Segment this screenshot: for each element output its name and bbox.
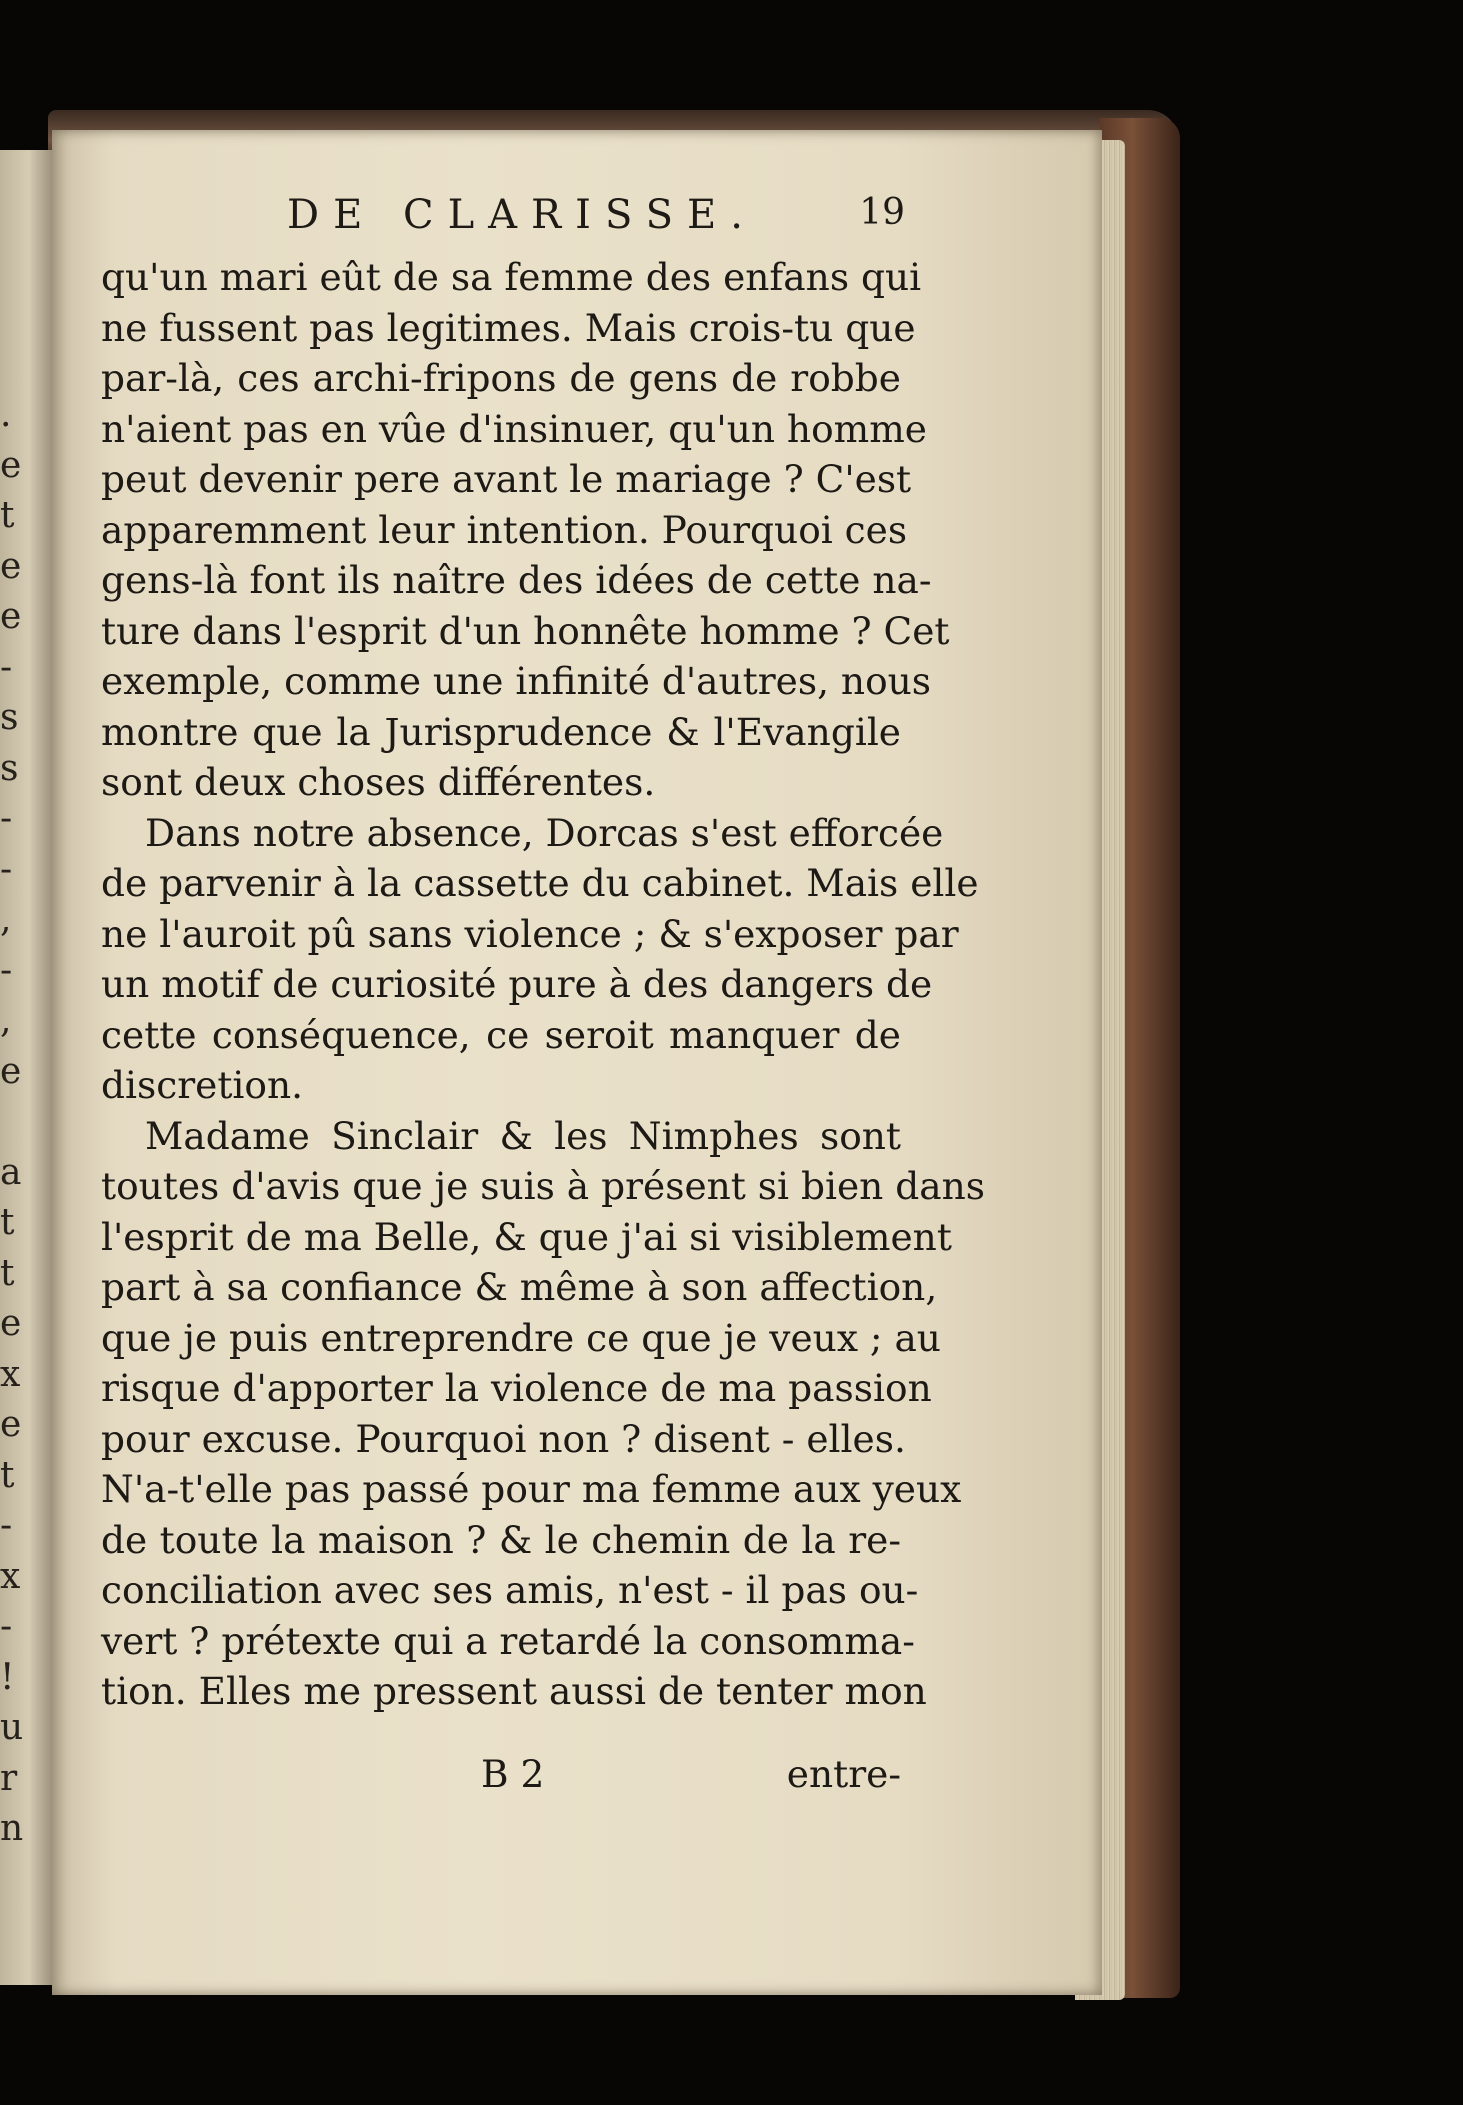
left-page-fragment: t [0, 1202, 15, 1243]
text-line: Madame Sinclair & les Nimphes sont [145, 1113, 901, 1158]
text-line: N'a-t'elle pas passé pour ma femme aux yeux [101, 1467, 962, 1511]
left-page-fragment: x [0, 1353, 21, 1395]
left-page-fragment: , [0, 899, 12, 940]
text-line: risque d'apporter la violence de ma passion [101, 1366, 932, 1410]
left-page-fragment: , [0, 1000, 12, 1041]
page-footer [101, 1752, 901, 1802]
running-head [245, 192, 905, 242]
text-line: ture dans l'esprit d'un honnête homme ? Cet [101, 608, 950, 653]
left-page-edge [0, 150, 54, 1985]
left-page-fragment: e [0, 1050, 22, 1092]
left-page-fragment: e [0, 1303, 22, 1344]
text-line: toutes d'avis que je suis à présent si bien dans [101, 1164, 985, 1208]
body-text [101, 252, 985, 1717]
left-page-fragment: . [0, 394, 12, 435]
signature-mark: B 2 [481, 1752, 545, 1796]
left-page-fragment: e [0, 545, 22, 587]
text-line: conciliation avec ses amis, n'est - il pas ou- [101, 1568, 919, 1612]
text-line: qu'un mari eût de sa femme des enfans qui [101, 255, 922, 299]
text-line: pour excuse. Pourquoi non ? disent - elles. [101, 1416, 906, 1461]
left-page-fragment: s [0, 747, 19, 789]
left-page-fragment: ! [0, 1656, 15, 1698]
text-line: apparemment leur intention. Pourquoi ces [101, 507, 908, 552]
text-line: de parvenir à la cassette du cabinet. Mais elle [101, 861, 979, 905]
left-page-fragment: u [0, 1707, 24, 1748]
text-line: par-là, ces archi-fripons de gens de robbe [101, 356, 901, 400]
left-page-fragment: - [0, 798, 13, 839]
text-line: gens-là font ils naître des idées de cette na- [101, 558, 932, 602]
left-page-fragment: s [0, 697, 19, 738]
text-line: peut devenir pere avant le mariage ? C'est [101, 457, 912, 501]
text-line: sont deux choses différentes. [101, 760, 656, 804]
text-line: de toute la maison ? & le chemin de la re- [101, 1517, 901, 1562]
left-page-fragment: - [0, 848, 13, 890]
running-head-title: DE CLARISSE. [287, 192, 757, 238]
text-line: l'esprit de ma Belle, & que j'ai si visiblement [101, 1214, 952, 1259]
text-line: discretion. [101, 1063, 304, 1107]
text-line: ne fussent pas legitimes. Mais crois-tu que [101, 305, 916, 350]
left-page-fragment: n [0, 1808, 24, 1849]
left-page-fragment: t [0, 1252, 15, 1294]
text-line: tion. Elles me pressent aussi de tenter mon [101, 1669, 927, 1713]
left-page-fragment: t [0, 495, 15, 536]
catchword: entre- [786, 1752, 901, 1796]
page-number: 19 [859, 192, 905, 233]
left-page-fragments [0, 390, 24, 1855]
text-line: exemple, comme une infinité d'autres, nous [101, 659, 932, 703]
text-line: montre que la Jurisprudence & l'Evangile [101, 709, 901, 754]
left-page-fragment: r [0, 1757, 18, 1799]
left-page-fragment: e [0, 1404, 22, 1445]
left-page-fragment [0, 1097, 20, 1148]
left-page-fragment: a [0, 1151, 22, 1193]
left-page-fragment: - [0, 1505, 13, 1546]
text-line: n'aient pas en vûe d'insinuer, qu'un homme [101, 406, 927, 451]
text-line: Dans notre absence, Dorcas s'est efforcée [145, 810, 944, 855]
text-line: ne l'auroit pû sans violence ; & s'exposer par [101, 911, 959, 956]
text-line: un motif de curiosité pure à des dangers de [101, 962, 933, 1006]
left-page-fragment: - [0, 949, 13, 991]
text-line: que je puis entreprendre ce que je veux ; au [101, 1315, 941, 1360]
text-line: cette conséquence, ce seroit manquer de [101, 1012, 901, 1057]
left-page-fragment: t [0, 1454, 15, 1496]
text-line: part à sa confiance & même à son affection, [101, 1265, 938, 1309]
left-page-fragment: - [0, 1606, 13, 1647]
left-page-fragment: e [0, 596, 22, 637]
left-page-fragment: - [0, 646, 13, 688]
left-page-fragment: x [0, 1555, 21, 1597]
text-line: vert ? prétexte qui a retardé la consomma- [101, 1618, 915, 1663]
left-page-fragment: e [0, 444, 22, 486]
